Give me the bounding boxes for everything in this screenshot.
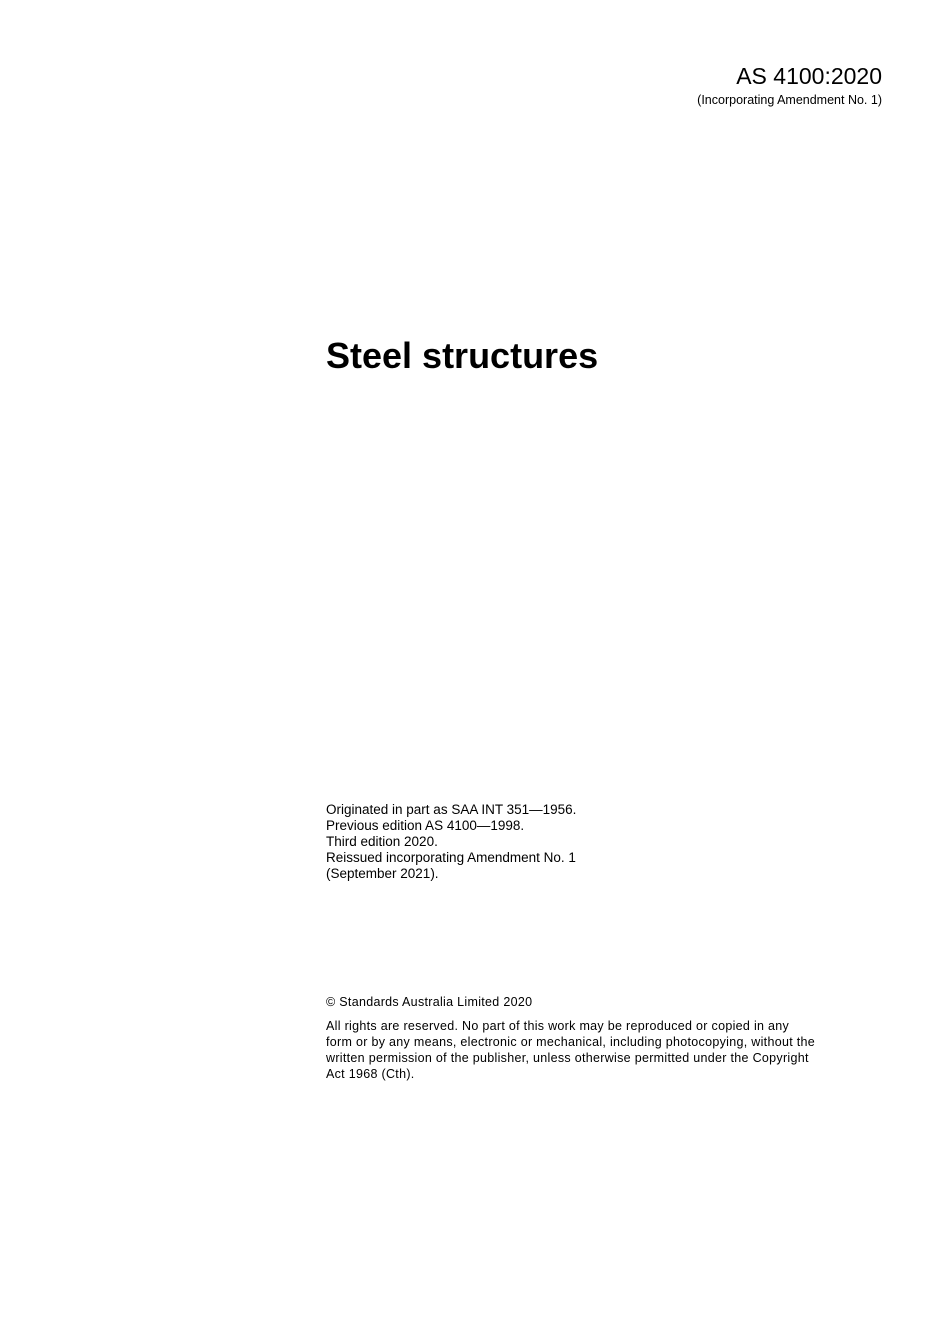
copyright-notice: © Standards Australia Limited 2020 [326,995,533,1009]
standard-number: AS 4100:2020 [736,63,882,89]
rights-line: form or by any means, electronic or mechanical, including photocopying, without the [326,1035,816,1049]
history-line: (September 2021). [326,866,439,881]
rights-line: written permission of the publisher, unless otherwise permitted under the Copyright [326,1051,809,1065]
history-line: Reissued incorporating Amendment No. 1 [326,850,576,865]
rights-line: All rights are reserved. No part of this work may be reproduced or copied in any [326,1019,790,1033]
rights-line: Act 1968 (Cth). [326,1067,415,1081]
rights-statement [326,1018,856,1082]
history-line: Originated in part as SAA INT 351—1956. [326,802,577,817]
history-line: Third edition 2020. [326,834,438,849]
edition-history [326,802,576,882]
amendment-note: (Incorporating Amendment No. 1) [697,93,882,107]
history-line: Previous edition AS 4100—1998. [326,818,525,833]
document-title: Steel structures [326,335,599,376]
